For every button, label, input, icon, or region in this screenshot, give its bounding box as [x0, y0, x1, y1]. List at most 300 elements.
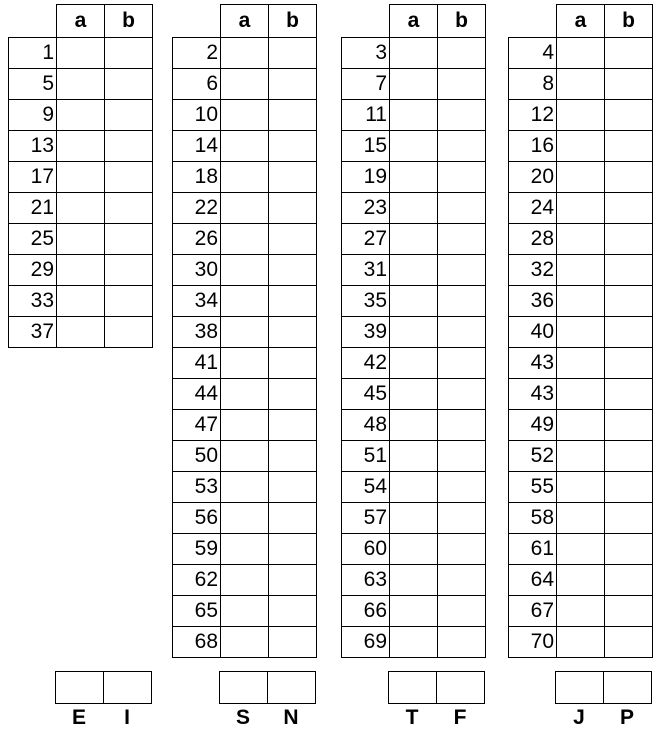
answer-cell-b[interactable] [269, 503, 317, 534]
score-box-p[interactable] [604, 672, 652, 704]
score-box-n[interactable] [268, 672, 316, 704]
question-number: 28 [509, 224, 557, 255]
question-number: 62 [173, 565, 221, 596]
score-box-f[interactable] [437, 672, 485, 704]
answer-cell-b[interactable] [105, 255, 153, 286]
table-row [9, 255, 153, 286]
answer-grid-4 [508, 4, 653, 658]
answer-cell-a[interactable] [221, 69, 269, 100]
table-row [509, 379, 653, 410]
answer-cell-b[interactable] [438, 100, 486, 131]
table-row [173, 193, 317, 224]
column-header-a: a [557, 5, 605, 38]
answer-cell-b[interactable] [438, 627, 486, 658]
table-row [509, 627, 653, 658]
answer-cell-a[interactable] [557, 100, 605, 131]
answer-cell-a[interactable] [557, 627, 605, 658]
answer-cell-a[interactable] [221, 38, 269, 69]
dimension-letter-s: S [235, 706, 250, 729]
table-row [509, 69, 653, 100]
question-number: 25 [9, 224, 57, 255]
table-row [173, 503, 317, 534]
answer-cell-a[interactable] [557, 224, 605, 255]
answer-cell-a[interactable] [390, 224, 438, 255]
answer-cell-b[interactable] [105, 162, 153, 193]
answer-cell-a[interactable] [221, 224, 269, 255]
question-number: 21 [9, 193, 57, 224]
table-row [509, 38, 653, 69]
answer-cell-a[interactable] [390, 472, 438, 503]
answer-cell-a[interactable] [221, 348, 269, 379]
answer-cell-a[interactable] [557, 286, 605, 317]
question-number: 64 [509, 565, 557, 596]
answer-cell-b[interactable] [269, 224, 317, 255]
answer-cell-b[interactable] [269, 472, 317, 503]
answer-cell-b[interactable] [105, 69, 153, 100]
answer-cell-a[interactable] [557, 503, 605, 534]
answer-cell-b[interactable] [605, 348, 653, 379]
question-number: 51 [342, 441, 390, 472]
question-number: 16 [509, 131, 557, 162]
header-spacer [9, 5, 57, 38]
column-header-a: a [390, 5, 438, 38]
answer-cell-b[interactable] [105, 317, 153, 348]
answer-cell-a[interactable] [57, 69, 105, 100]
table-row [173, 379, 317, 410]
answer-cell-b[interactable] [605, 441, 653, 472]
answer-cell-a[interactable] [390, 534, 438, 565]
question-number: 14 [173, 131, 221, 162]
question-number: 52 [509, 441, 557, 472]
question-number: 12 [509, 100, 557, 131]
answer-cell-a[interactable] [390, 565, 438, 596]
answer-cell-a[interactable] [390, 255, 438, 286]
question-number: 59 [173, 534, 221, 565]
answer-cell-a[interactable] [390, 503, 438, 534]
answer-cell-a[interactable] [221, 472, 269, 503]
answer-cell-a[interactable] [57, 317, 105, 348]
table-row [173, 38, 317, 69]
question-number: 38 [173, 317, 221, 348]
answer-cell-b[interactable] [605, 627, 653, 658]
table-row [342, 317, 486, 348]
answer-cell-a[interactable] [221, 441, 269, 472]
table-row [173, 348, 317, 379]
answer-cell-a[interactable] [221, 100, 269, 131]
question-number: 22 [173, 193, 221, 224]
table-row [173, 100, 317, 131]
question-number: 44 [173, 379, 221, 410]
dimension-letter-f: F [453, 706, 467, 729]
question-number: 49 [509, 410, 557, 441]
question-number: 27 [342, 224, 390, 255]
question-number: 3 [342, 38, 390, 69]
question-number: 17 [9, 162, 57, 193]
table-row [173, 162, 317, 193]
answer-cell-b[interactable] [438, 596, 486, 627]
question-number: 58 [509, 503, 557, 534]
answer-cell-a[interactable] [221, 534, 269, 565]
question-number: 24 [509, 193, 557, 224]
answer-cell-a[interactable] [221, 503, 269, 534]
question-number: 6 [173, 69, 221, 100]
question-number: 53 [173, 472, 221, 503]
answer-cell-a[interactable] [557, 317, 605, 348]
answer-cell-b[interactable] [269, 131, 317, 162]
answer-cell-a[interactable] [221, 627, 269, 658]
table-row [342, 379, 486, 410]
answer-cell-b[interactable] [269, 441, 317, 472]
answer-table [8, 4, 153, 348]
answer-cell-a[interactable] [221, 410, 269, 441]
answer-cell-b[interactable] [438, 472, 486, 503]
table-row [342, 38, 486, 69]
question-number: 20 [509, 162, 557, 193]
question-number: 29 [9, 255, 57, 286]
question-number: 63 [342, 565, 390, 596]
answer-cell-b[interactable] [438, 379, 486, 410]
table-row [342, 503, 486, 534]
score-box-pair [55, 671, 152, 704]
answer-table [508, 4, 653, 658]
question-number: 40 [509, 317, 557, 348]
table-row [509, 193, 653, 224]
score-box-s[interactable] [220, 672, 268, 704]
answer-cell-a[interactable] [221, 317, 269, 348]
answer-cell-b[interactable] [269, 348, 317, 379]
answer-cell-a[interactable] [390, 131, 438, 162]
table-row [173, 565, 317, 596]
answer-cell-a[interactable] [57, 193, 105, 224]
answer-cell-a[interactable] [390, 38, 438, 69]
table-row [509, 348, 653, 379]
answer-cell-b[interactable] [605, 38, 653, 69]
answer-cell-a[interactable] [221, 162, 269, 193]
answer-cell-a[interactable] [557, 441, 605, 472]
table-row [509, 410, 653, 441]
column-header-a: a [221, 5, 269, 38]
table-row [342, 224, 486, 255]
dimension-letter-n: N [283, 706, 299, 729]
question-number: 41 [173, 348, 221, 379]
answer-cell-a[interactable] [390, 596, 438, 627]
answer-cell-a[interactable] [221, 193, 269, 224]
table-row [173, 410, 317, 441]
score-box-pair [555, 671, 652, 704]
answer-cell-b[interactable] [438, 193, 486, 224]
table-row [173, 441, 317, 472]
answer-cell-a[interactable] [390, 69, 438, 100]
answer-cell-a[interactable] [557, 348, 605, 379]
header-row [173, 5, 317, 38]
answer-cell-b[interactable] [438, 38, 486, 69]
answer-cell-b[interactable] [605, 534, 653, 565]
column-header-b: b [105, 5, 153, 38]
table-row [342, 472, 486, 503]
table-row [173, 472, 317, 503]
answer-cell-b[interactable] [605, 255, 653, 286]
question-number: 1 [9, 38, 57, 69]
dimension-letter-j: J [573, 706, 585, 729]
table-row [342, 565, 486, 596]
header-spacer [173, 5, 221, 38]
answer-cell-a[interactable] [557, 565, 605, 596]
table-row [509, 100, 653, 131]
question-number: 48 [342, 410, 390, 441]
question-number: 33 [9, 286, 57, 317]
answer-cell-b[interactable] [269, 379, 317, 410]
table-row [173, 69, 317, 100]
answer-cell-a[interactable] [221, 379, 269, 410]
answer-cell-a[interactable] [221, 286, 269, 317]
answer-cell-a[interactable] [390, 441, 438, 472]
question-number: 50 [173, 441, 221, 472]
score-box-j[interactable] [556, 672, 604, 704]
answer-cell-b[interactable] [438, 286, 486, 317]
answer-cell-a[interactable] [557, 410, 605, 441]
table-row [342, 69, 486, 100]
dimension-letter-i: I [124, 706, 130, 729]
header-row [9, 5, 153, 38]
table-row [9, 131, 153, 162]
answer-cell-a[interactable] [57, 224, 105, 255]
question-number: 13 [9, 131, 57, 162]
score-box-t[interactable] [389, 672, 437, 704]
answer-cell-b[interactable] [269, 410, 317, 441]
table-row [173, 255, 317, 286]
answer-cell-b[interactable] [105, 38, 153, 69]
table-row [342, 534, 486, 565]
question-number: 43 [509, 379, 557, 410]
answer-cell-b[interactable] [105, 193, 153, 224]
question-number: 18 [173, 162, 221, 193]
dimension-letter-e: E [71, 706, 86, 729]
answer-cell-b[interactable] [269, 38, 317, 69]
answer-cell-b[interactable] [269, 596, 317, 627]
answer-cell-a[interactable] [557, 255, 605, 286]
answer-cell-a[interactable] [221, 596, 269, 627]
answer-cell-a[interactable] [557, 379, 605, 410]
answer-cell-b[interactable] [269, 317, 317, 348]
question-number: 69 [342, 627, 390, 658]
answer-cell-a[interactable] [390, 410, 438, 441]
answer-cell-b[interactable] [605, 69, 653, 100]
question-number: 32 [509, 255, 557, 286]
answer-cell-b[interactable] [105, 100, 153, 131]
answer-cell-b[interactable] [438, 255, 486, 286]
answer-cell-b[interactable] [605, 317, 653, 348]
answer-cell-b[interactable] [269, 286, 317, 317]
question-number: 8 [509, 69, 557, 100]
table-row [9, 224, 153, 255]
answer-cell-a[interactable] [557, 596, 605, 627]
answer-cell-b[interactable] [438, 534, 486, 565]
table-row [342, 596, 486, 627]
table-row [9, 69, 153, 100]
answer-cell-b[interactable] [105, 286, 153, 317]
answer-cell-b[interactable] [605, 596, 653, 627]
table-row [173, 224, 317, 255]
column-header-b: b [605, 5, 653, 38]
table-row [509, 503, 653, 534]
answer-cell-b[interactable] [438, 162, 486, 193]
answer-cell-a[interactable] [557, 38, 605, 69]
question-number: 35 [342, 286, 390, 317]
score-box-i[interactable] [104, 672, 152, 704]
answer-cell-a[interactable] [57, 38, 105, 69]
table-row [509, 255, 653, 286]
answer-cell-b[interactable] [438, 565, 486, 596]
table-row [509, 441, 653, 472]
answer-cell-b[interactable] [269, 255, 317, 286]
dimension-letter-p: P [619, 706, 634, 729]
answer-grid-2 [172, 4, 317, 658]
question-number: 36 [509, 286, 557, 317]
table-row [173, 286, 317, 317]
answer-cell-a[interactable] [57, 286, 105, 317]
table-row [342, 255, 486, 286]
question-number: 30 [173, 255, 221, 286]
table-row [173, 131, 317, 162]
answer-cell-b[interactable] [438, 410, 486, 441]
answer-cell-b[interactable] [605, 379, 653, 410]
header-row [509, 5, 653, 38]
question-number: 26 [173, 224, 221, 255]
answer-cell-a[interactable] [57, 100, 105, 131]
table-row [342, 348, 486, 379]
answer-cell-b[interactable] [605, 100, 653, 131]
table-row [342, 441, 486, 472]
answer-cell-a[interactable] [221, 255, 269, 286]
table-row [9, 38, 153, 69]
score-box-pair [388, 671, 485, 704]
answer-cell-a[interactable] [57, 255, 105, 286]
answer-cell-b[interactable] [438, 69, 486, 100]
table-row [342, 162, 486, 193]
answer-cell-b[interactable] [105, 131, 153, 162]
answer-cell-b[interactable] [438, 224, 486, 255]
answer-cell-a[interactable] [390, 348, 438, 379]
question-number: 45 [342, 379, 390, 410]
question-number: 60 [342, 534, 390, 565]
table-row [173, 627, 317, 658]
answer-cell-b[interactable] [605, 410, 653, 441]
question-number: 42 [342, 348, 390, 379]
question-number: 61 [509, 534, 557, 565]
column-header-a: a [57, 5, 105, 38]
question-number: 31 [342, 255, 390, 286]
question-number: 47 [173, 410, 221, 441]
answer-cell-b[interactable] [269, 534, 317, 565]
table-row [9, 100, 153, 131]
table-row [342, 410, 486, 441]
question-number: 7 [342, 69, 390, 100]
header-spacer [342, 5, 390, 38]
answer-cell-b[interactable] [605, 131, 653, 162]
table-row [173, 596, 317, 627]
question-number: 10 [173, 100, 221, 131]
question-number: 9 [9, 100, 57, 131]
answer-cell-a[interactable] [57, 162, 105, 193]
answer-cell-b[interactable] [438, 317, 486, 348]
answer-cell-b[interactable] [605, 162, 653, 193]
answer-cell-a[interactable] [390, 379, 438, 410]
answer-cell-a[interactable] [557, 534, 605, 565]
question-number: 19 [342, 162, 390, 193]
answer-cell-a[interactable] [221, 131, 269, 162]
table-row [509, 472, 653, 503]
answer-cell-b[interactable] [438, 503, 486, 534]
score-box-e[interactable] [56, 672, 104, 704]
answer-cell-b[interactable] [269, 69, 317, 100]
answer-cell-a[interactable] [390, 627, 438, 658]
answer-cell-a[interactable] [557, 162, 605, 193]
column-header-b: b [269, 5, 317, 38]
question-number: 54 [342, 472, 390, 503]
table-row [342, 627, 486, 658]
answer-cell-a[interactable] [390, 100, 438, 131]
answer-cell-b[interactable] [269, 627, 317, 658]
answer-cell-b[interactable] [438, 131, 486, 162]
answer-cell-b[interactable] [605, 286, 653, 317]
table-row [173, 534, 317, 565]
table-row [509, 131, 653, 162]
question-number: 67 [509, 596, 557, 627]
answer-cell-a[interactable] [557, 472, 605, 503]
answer-cell-a[interactable] [557, 131, 605, 162]
column-header-b: b [438, 5, 486, 38]
answer-cell-a[interactable] [390, 162, 438, 193]
answer-cell-a[interactable] [390, 193, 438, 224]
table-row [342, 131, 486, 162]
question-number: 23 [342, 193, 390, 224]
table-row [173, 317, 317, 348]
answer-cell-a[interactable] [57, 131, 105, 162]
question-number: 15 [342, 131, 390, 162]
question-number: 65 [173, 596, 221, 627]
answer-cell-b[interactable] [605, 193, 653, 224]
question-number: 56 [173, 503, 221, 534]
question-number: 68 [173, 627, 221, 658]
answer-cell-a[interactable] [557, 69, 605, 100]
answer-cell-a[interactable] [390, 317, 438, 348]
question-number: 34 [173, 286, 221, 317]
answer-cell-a[interactable] [221, 565, 269, 596]
answer-grid-1 [8, 4, 153, 348]
table-row [342, 286, 486, 317]
answer-cell-b[interactable] [438, 441, 486, 472]
answer-cell-b[interactable] [269, 193, 317, 224]
table-row [509, 162, 653, 193]
question-number: 37 [9, 317, 57, 348]
score-box-pair [219, 671, 316, 704]
header-row [342, 5, 486, 38]
answer-cell-a[interactable] [557, 193, 605, 224]
answer-cell-b[interactable] [269, 162, 317, 193]
answer-cell-a[interactable] [390, 286, 438, 317]
question-number: 5 [9, 69, 57, 100]
answer-cell-b[interactable] [605, 565, 653, 596]
answer-cell-b[interactable] [605, 224, 653, 255]
answer-cell-b[interactable] [105, 224, 153, 255]
answer-cell-b[interactable] [605, 472, 653, 503]
answer-cell-b[interactable] [269, 100, 317, 131]
question-number: 57 [342, 503, 390, 534]
table-row [342, 100, 486, 131]
answer-cell-b[interactable] [269, 565, 317, 596]
answer-cell-b[interactable] [438, 348, 486, 379]
answer-cell-b[interactable] [605, 503, 653, 534]
